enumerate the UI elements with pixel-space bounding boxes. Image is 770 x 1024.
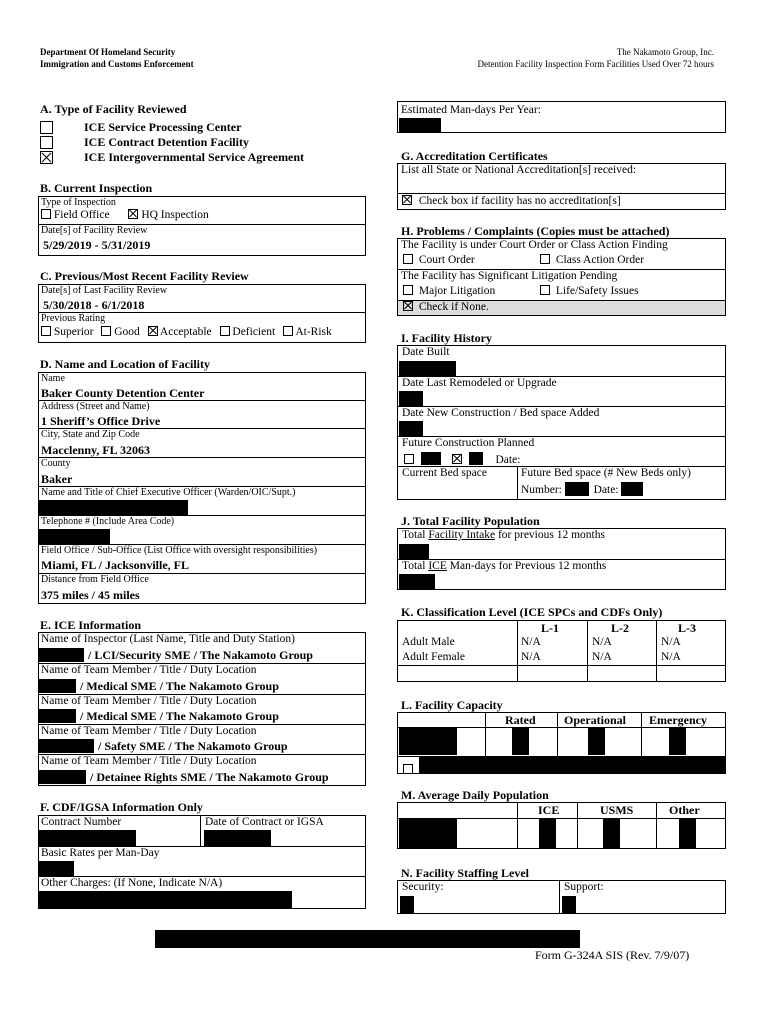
facility-type-option [40, 135, 249, 150]
basic-rates-label: Basic Rates per Man-Day [41, 847, 160, 859]
field-office-value: Miami, FL / Jacksonville, FL [41, 558, 190, 572]
divider [557, 712, 558, 756]
table-cell: N/A [592, 636, 612, 648]
no-accreditation-row [402, 195, 621, 207]
none-option [403, 301, 489, 313]
ice-mandays-label [402, 560, 606, 572]
header-right [354, 46, 714, 70]
field-office-label: Field Office / Sub-Office (List Office with oversight responsibilities) [41, 545, 318, 556]
ice-header: ICE [538, 803, 560, 817]
divider [656, 802, 657, 849]
section-l-title: L. Facility Capacity [401, 698, 503, 712]
form-title: Detention Facility Inspection Form Facilities Used Over 72 hours [477, 59, 714, 69]
support-label: Support: [564, 881, 604, 893]
level-2-header: L-2 [611, 621, 629, 635]
city-value: Macclenny, FL 32063 [41, 443, 150, 457]
court-order-question: The Facility is under Court Order or Class Action Finding [401, 239, 668, 251]
redaction-block [399, 421, 423, 436]
inspector-label: Name of Inspector (Last Name, Title and Duty Station) [41, 633, 295, 645]
county-value: Baker [41, 472, 73, 486]
city-label: City, State and Zip Code [41, 429, 140, 440]
mandays-prefix: Total [402, 560, 429, 572]
major-litigation-option [403, 285, 495, 297]
redaction-block [400, 896, 414, 913]
member-value: / Detainee Rights SME / The Nakamoto Group [90, 770, 329, 784]
hq-inspection-checkbox[interactable] [128, 209, 138, 219]
intake-suffix: for previous 12 months [495, 529, 605, 541]
accreditation-list-label: List all State or National Accreditation[s] received: [401, 164, 637, 176]
capacity-checkbox-row [403, 760, 413, 778]
mandays-label: Estimated Man-days Per Year: [401, 104, 541, 116]
facility-type-option [40, 150, 305, 165]
class-action-label: Class Action Order [555, 254, 645, 266]
redaction-block [38, 500, 188, 516]
member-label: Name of Team Member / Title / Duty Location [41, 695, 257, 707]
life-safety-option [540, 285, 639, 297]
date-built-label: Date Built [402, 346, 450, 358]
facility-name-value: Baker County Detention Center [41, 386, 205, 400]
field-office-label: Field Office [53, 209, 110, 221]
redaction-block [603, 819, 620, 848]
redaction-block [38, 830, 136, 846]
future-bed-label: Future Bed space (# New Beds only) [521, 467, 691, 479]
previous-rating-options [41, 326, 332, 338]
redaction-block [38, 891, 292, 908]
divider [517, 466, 518, 500]
redaction-block [621, 482, 643, 496]
mandays-underlined: ICE [428, 560, 447, 572]
emergency-header: Emergency [649, 713, 707, 727]
date-remodeled-label: Date Last Remodeled or Upgrade [402, 377, 557, 389]
address-value: 1 Sheriff’s Office Drive [41, 414, 161, 428]
divider [397, 665, 726, 666]
form-id: Form G-324A SIS (Rev. 7/9/07) [535, 948, 690, 962]
rating-deficient: Deficient [232, 326, 276, 338]
member-label: Name of Team Member / Title / Duty Location [41, 755, 257, 767]
future-construction-yes-checkbox[interactable] [452, 454, 462, 464]
cdf-checkbox[interactable] [40, 136, 53, 149]
future-bed-details [521, 482, 643, 496]
life-safety-label: Life/Safety Issues [555, 285, 639, 297]
good-checkbox[interactable] [101, 326, 111, 336]
security-label: Security: [402, 881, 444, 893]
member-value: / Safety SME / The Nakamoto Group [98, 739, 288, 753]
future-construction-label: Future Construction Planned [402, 437, 535, 449]
future-date-label: Date: [495, 454, 521, 466]
mandays-suffix: Man-days for Previous 12 months [446, 560, 607, 572]
company-name: The Nakamoto Group, Inc. [616, 47, 714, 57]
distance-label: Distance from Field Office [41, 574, 149, 585]
court-order-checkbox[interactable] [403, 254, 413, 264]
member-label: Name of Team Member / Title / Duty Location [41, 725, 257, 737]
none-checkbox[interactable] [403, 301, 413, 311]
divider [517, 620, 518, 682]
section-a-title: A. Type of Facility Reviewed [40, 102, 187, 116]
section-h-title: H. Problems / Complaints (Copies must be attached) [401, 224, 670, 238]
class-action-option [540, 254, 644, 266]
none-label: Check if None. [418, 301, 489, 313]
redaction-block [399, 574, 435, 589]
inspection-type-label: Type of Inspection [41, 197, 116, 208]
last-review-dates-label: Date[s] of Last Facility Review [41, 285, 168, 296]
future-bed-date-label: Date: [593, 484, 619, 496]
previous-rating-label: Previous Rating [41, 313, 106, 324]
court-order-option [403, 254, 475, 266]
table-cell: N/A [592, 651, 612, 663]
capacity-checkbox[interactable] [403, 764, 413, 774]
section-e-title: E. ICE Information [40, 618, 142, 632]
review-dates-label: Date[s] of Facility Review [41, 225, 148, 236]
facility-name-label: Name [41, 373, 65, 384]
superior-checkbox[interactable] [41, 326, 51, 336]
contract-date-label: Date of Contract or IGSA [205, 816, 324, 828]
class-action-checkbox[interactable] [540, 254, 550, 264]
adult-male-label: Adult Male [402, 636, 455, 648]
major-litigation-checkbox[interactable] [403, 285, 413, 295]
section-f-title: F. CDF/IGSA Information Only [40, 800, 203, 814]
no-accreditation-checkbox[interactable] [402, 195, 412, 205]
redaction-block [539, 819, 556, 848]
review-dates-value: 5/29/2019 - 5/31/2019 [43, 238, 151, 252]
field-office-checkbox[interactable] [41, 209, 51, 219]
spc-checkbox[interactable] [40, 121, 53, 134]
distance-value: 375 miles / 45 miles [41, 588, 140, 602]
redaction-block [399, 361, 456, 376]
contract-number-label: Contract Number [41, 816, 122, 828]
divider [200, 815, 201, 846]
igsa-label: ICE Intergovernmental Service Agreement [84, 150, 305, 164]
spc-label: ICE Service Processing Center [84, 120, 242, 134]
rating-superior: Superior [53, 326, 94, 338]
divider [485, 712, 486, 756]
section-j-title: J. Total Facility Population [401, 514, 540, 528]
redaction-block [565, 482, 589, 496]
redaction-block [562, 896, 576, 913]
redaction-block [399, 544, 429, 559]
divider [559, 880, 560, 914]
agency-name: Department Of Homeland Security [40, 47, 176, 57]
redaction-block [38, 739, 94, 753]
major-litigation-label: Major Litigation [418, 285, 496, 297]
county-label: County [41, 458, 71, 469]
table-cell: N/A [661, 636, 681, 648]
member-value: / Medical SME / The Nakamoto Group [80, 709, 279, 723]
redaction-block [38, 861, 74, 876]
hq-inspection-label: HQ Inspection [141, 209, 209, 221]
agency-subname: Immigration and Customs Enforcement [40, 59, 194, 69]
redaction-block [588, 728, 605, 755]
last-review-dates-value: 5/30/2018 - 6/1/2018 [43, 298, 145, 312]
cdf-label: ICE Contract Detention Facility [84, 135, 249, 149]
future-construction-no-checkbox[interactable] [404, 454, 414, 464]
acceptable-checkbox[interactable] [148, 326, 158, 336]
usms-header: USMS [600, 803, 634, 817]
igsa-checkbox[interactable] [40, 151, 53, 164]
section-d-title: D. Name and Location of Facility [40, 357, 210, 371]
intake-prefix: Total [402, 529, 429, 541]
redaction-block [669, 728, 686, 755]
no-accreditation-label: Check box if facility has no accreditation[s] [418, 195, 621, 207]
level-1-header: L-1 [541, 621, 559, 635]
redaction-block [419, 757, 725, 773]
redaction-block [399, 118, 441, 132]
table-cell: N/A [521, 651, 541, 663]
divider [641, 712, 642, 756]
rating-good: Good [114, 326, 140, 338]
future-bed-number-label: Number: [521, 484, 562, 496]
redaction-block [38, 770, 86, 784]
redaction-block [155, 930, 580, 948]
section-b-title: B. Current Inspection [40, 181, 153, 195]
divider [587, 620, 588, 682]
inspector-value: / LCI/Security SME / The Nakamoto Group [88, 648, 313, 662]
redaction-block [512, 728, 529, 755]
redaction-block [38, 648, 84, 662]
at-risk-checkbox[interactable] [283, 326, 293, 336]
header-left [40, 46, 194, 70]
redaction-block [469, 452, 483, 465]
divider [577, 802, 578, 849]
section-i-title: I. Facility History [401, 331, 492, 345]
deficient-checkbox[interactable] [220, 326, 230, 336]
adult-female-label: Adult Female [402, 651, 465, 663]
section-k-title: K. Classification Level (ICE SPCs and CDFs Only) [401, 605, 663, 619]
redaction-block [399, 819, 457, 848]
redaction-block [38, 529, 110, 545]
redaction-block [399, 391, 423, 406]
address-label: Address (Street and Name) [41, 401, 150, 412]
facility-type-list [40, 120, 305, 165]
redaction-block [204, 830, 271, 846]
section-n-title: N. Facility Staffing Level [401, 866, 529, 880]
divider [656, 620, 657, 682]
rating-at-risk: At-Risk [295, 326, 332, 338]
level-3-header: L-3 [678, 621, 696, 635]
section-g-title: G. Accreditation Certificates [401, 149, 548, 163]
other-charges-label: Other Charges: (If None, Indicate N/A) [41, 877, 223, 889]
litigation-question: The Facility has Significant Litigation Pending [401, 270, 618, 282]
table-cell: N/A [661, 651, 681, 663]
court-order-label: Court Order [418, 254, 475, 266]
member-value: / Medical SME / The Nakamoto Group [80, 679, 279, 693]
member-label: Name of Team Member / Title / Duty Location [41, 664, 257, 676]
ceo-label: Name and Title of Chief Executive Officer (Warden/OIC/Supt.) [41, 487, 296, 498]
section-m-title: M. Average Daily Population [401, 788, 549, 802]
current-bed-label: Current Bed space [402, 467, 487, 479]
redaction-block [399, 728, 457, 755]
facility-intake-label [402, 529, 605, 541]
redaction-block [679, 819, 696, 848]
rated-header: Rated [505, 713, 536, 727]
phone-label: Telephone # (Include Area Code) [41, 516, 175, 527]
redaction-block [421, 452, 441, 465]
life-safety-checkbox[interactable] [540, 285, 550, 295]
divider [517, 802, 518, 849]
redaction-block [38, 679, 76, 693]
future-construction-options [404, 452, 520, 466]
rating-acceptable: Acceptable [159, 326, 212, 338]
intake-underlined: Facility Intake [428, 529, 496, 541]
inspection-type-options [41, 209, 209, 221]
facility-type-option [40, 120, 242, 135]
section-c-title: C. Previous/Most Recent Facility Review [40, 269, 249, 283]
redaction-block [38, 709, 76, 723]
operational-header: Operational [564, 713, 626, 727]
new-construction-label: Date New Construction / Bed space Added [402, 407, 600, 419]
divider [397, 193, 726, 194]
other-header: Other [669, 803, 700, 817]
table-cell: N/A [521, 636, 541, 648]
